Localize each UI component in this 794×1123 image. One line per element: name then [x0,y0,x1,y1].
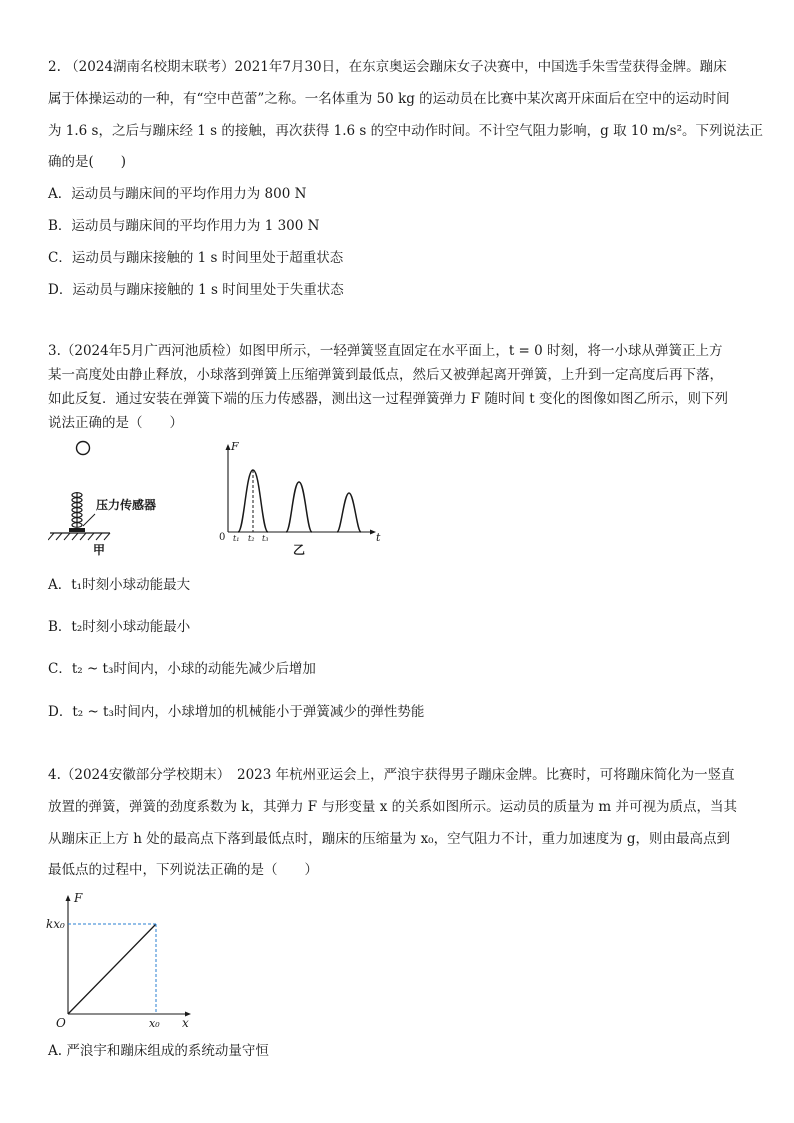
force-pulse-3 [337,493,361,532]
question-3-line-3: 如此反复．通过安装在弹簧下端的压力传感器，测出这一过程弹簧弹力 F 随时间 t 变化的图像如图乙所示，则下列 [48,391,728,407]
question-2-line-3: 为 1.6 s，之后与蹦床经 1 s 的接触，再次获得 1.6 s 的空中动作时间。不计空气阻力影响，g 取 10 m/s²。下列说法正 [48,123,764,139]
force-line [68,924,156,1014]
tick-t3: t₃ [262,534,269,543]
figure-yi-caption: 乙 [293,543,306,557]
question-2-option-d: D．运动员与蹦床接触的 1 s 时间里处于失重状态 [48,282,344,298]
figure-yi [208,436,388,558]
question-3-option-d: D．t₂ ~ t₃时间内，小球增加的机械能小于弹簧减少的弹性势能 [48,704,425,720]
origin-label: 0 [219,532,226,543]
y-axis-arrow [226,444,231,450]
graph-y-mark: kx₀ [46,917,65,931]
question-2-option-c: C．运动员与蹦床接触的 1 s 时间里处于超重状态 [48,250,344,266]
graph-x-mark: x₀ [149,1017,160,1030]
sensor-pointer [83,514,95,526]
question-2-line-4: 确的是( ) [48,154,127,170]
graph-x-label: x [182,1016,189,1030]
spring [72,492,82,527]
question-4-option-a: A. 严浪宇和蹦床组成的系统动量守恒 [48,1043,269,1059]
y-axis-label: F [231,440,239,453]
ground-hatching [48,533,110,540]
force-pulse-2 [286,482,312,532]
graph-y-label: F [74,891,83,905]
question-3-option-a: A．t₁时刻小球动能最大 [48,577,191,593]
graph-y-axis-arrow [66,895,71,901]
x-axis-label: t [376,531,381,544]
tick-t1: t₁ [233,534,240,543]
question-3-line-2: 某一高度处由静止释放，小球落到弹簧上压缩弹簧到最低点，然后又被弹起离开弹簧，上升到一定高度后再下落， [48,367,723,383]
pressure-sensor [69,528,85,532]
ball [77,442,90,455]
question-2-option-b: B．运动员与蹦床间的平均作用力为 1 300 N [48,218,320,234]
question-4-line-4: 最低点的过程中，下列说法正确的是（ ） [48,862,318,878]
question-3-line-4: 说法正确的是（ ） [48,415,183,431]
question-3-line-1: 3.（2024年5月广西河池质检）如图甲所示，一轻弹簧竖直固定在水平面上，t = 0 时刻，将一小球从弹簧正上方 [48,343,723,359]
question-3-option-b: B．t₂时刻小球动能最小 [48,619,191,635]
question-2-line-1: 2. （2024湖南名校期末联考）2021年7月30日，在东京奥运会蹦床女子决赛中，中国选手朱雪莹获得金牌。蹦床 [48,59,727,75]
question-2-line-2: 属于体操运动的一种，有“空中芭蕾”之称。一名体重为 50 kg 的运动员在比赛中某次离开床面后在空中的运动时间 [48,91,730,107]
question-4-line-3: 从蹦床正上方 h 处的最高点下落到最低点时，蹦床的压缩量为 x₀，空气阻力不计，重力加速度为 g，则由最高点到 [48,831,731,847]
graph-origin: O [56,1016,66,1030]
force-displacement-graph [46,886,206,1031]
figure-jia-caption: 甲 [93,543,106,557]
question-3-option-c: C．t₂ ~ t₃时间内，小球的动能先减少后增加 [48,661,316,677]
tick-t2: t₂ [248,534,255,543]
question-4-line-1: 4.（2024安徽部分学校期末） 2023 年杭州亚运会上，严浪宇获得男子蹦床金牌。比赛时，可将蹦床简化为一竖直 [48,767,735,783]
figure-jia [48,438,188,558]
question-4-line-2: 放置的弹簧，弹簧的劲度系数为 k，其弹力 F 与形变量 x 的关系如图所示。运动员的质量为 m 并可视为质点，当其 [48,799,737,815]
sensor-label: 压力传感器 [96,498,157,512]
question-2-option-a: A．运动员与蹦床间的平均作用力为 800 N [48,186,307,202]
